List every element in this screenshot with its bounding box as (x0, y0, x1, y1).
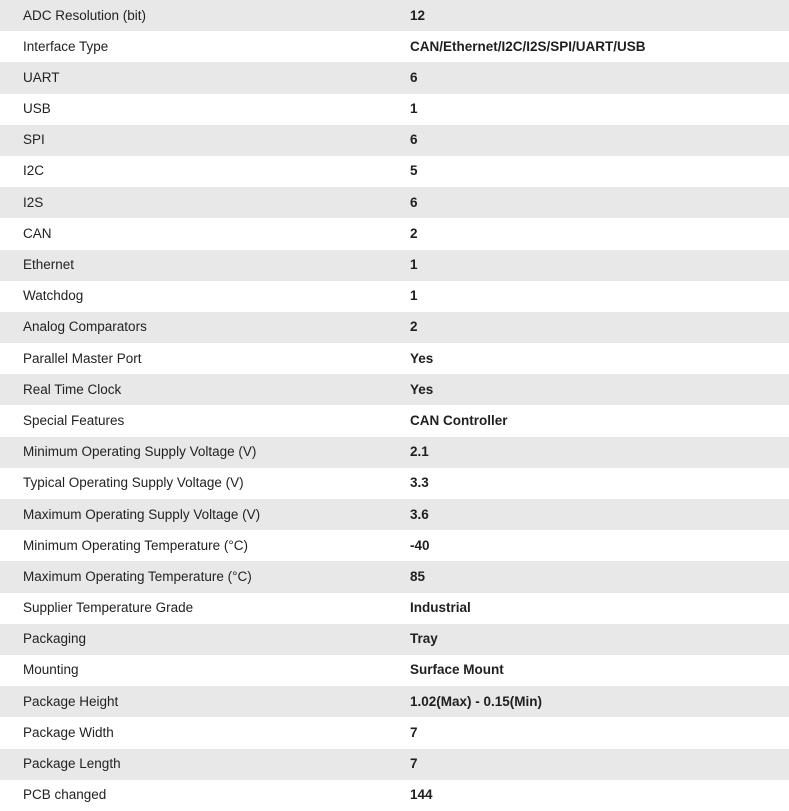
spec-label: Package Length (23, 756, 121, 771)
spec-row (0, 125, 789, 156)
spec-row (0, 218, 789, 249)
spec-row (0, 250, 789, 281)
spec-label: Minimum Operating Supply Voltage (V) (23, 444, 257, 460)
spec-row (0, 437, 789, 468)
spec-row (0, 717, 789, 748)
spec-label: Analog Comparators (23, 319, 147, 335)
spec-label: Minimum Operating Temperature (°C) (23, 537, 248, 553)
spec-label: Supplier Temperature Grade (23, 600, 194, 616)
spec-row (0, 561, 789, 592)
spec-value: 2 (410, 319, 418, 335)
spec-label: PCB changed (23, 787, 107, 803)
spec-row (0, 374, 789, 405)
spec-value: 6 (410, 69, 418, 85)
spec-value: 1 (410, 288, 418, 304)
spec-row (0, 343, 789, 374)
spec-row (0, 62, 789, 93)
spec-row (0, 593, 789, 624)
spec-value: Yes (410, 381, 434, 397)
spec-row (0, 187, 789, 218)
spec-value: Industrial (410, 600, 471, 616)
spec-value: CAN/Ethernet/I2C/I2S/SPI/UART/USB (410, 38, 646, 54)
spec-value: 144 (410, 787, 433, 803)
spec-label: Interface Type (23, 38, 109, 54)
spec-value: 6 (410, 194, 418, 210)
spec-value: 1 (410, 257, 418, 272)
spec-label: USB (23, 101, 51, 117)
spec-value: 6 (410, 132, 418, 148)
spec-label: Package Height (23, 693, 119, 709)
spec-value: 7 (410, 756, 418, 771)
spec-row (0, 312, 789, 343)
spec-value: 1 (410, 101, 418, 117)
spec-value: 2 (410, 225, 418, 241)
spec-row (0, 655, 789, 686)
spec-label: Maximum Operating Temperature (°C) (23, 568, 252, 584)
spec-label: Real Time Clock (23, 381, 122, 397)
spec-value: Surface Mount (410, 662, 504, 678)
spec-value: Tray (410, 631, 438, 647)
spec-label: Ethernet (23, 257, 75, 272)
spec-value: 1.02(Max) - 0.15(Min) (410, 693, 543, 709)
spec-value: 2.1 (410, 444, 429, 460)
spec-row (0, 624, 789, 655)
spec-label: Packaging (23, 631, 87, 647)
spec-row (0, 0, 789, 31)
spec-label: I2S (23, 194, 44, 210)
spec-value: CAN Controller (410, 412, 508, 428)
spec-label: SPI (23, 132, 45, 148)
spec-label: Parallel Master Port (23, 350, 142, 366)
spec-label: I2C (23, 163, 45, 179)
spec-label: Maximum Operating Supply Voltage (V) (23, 506, 261, 522)
spec-value: 12 (410, 7, 426, 23)
spec-value: 7 (410, 724, 418, 740)
spec-label: CAN (23, 225, 52, 241)
spec-row (0, 156, 789, 187)
spec-label: Package Width (23, 724, 114, 740)
spec-row (0, 281, 789, 312)
spec-row (0, 686, 789, 717)
spec-value: 5 (410, 163, 418, 179)
spec-value: 85 (410, 568, 426, 584)
spec-label: Typical Operating Supply Voltage (V) (23, 475, 244, 491)
spec-value: 3.3 (410, 475, 429, 491)
spec-label: ADC Resolution (bit) (23, 7, 147, 23)
spec-row (0, 780, 789, 811)
spec-label: Mounting (23, 662, 79, 678)
spec-label: Special Features (23, 412, 125, 428)
spec-label: UART (23, 69, 60, 85)
spec-row (0, 499, 789, 530)
spec-row (0, 405, 789, 436)
spec-row (0, 468, 789, 499)
spec-row (0, 94, 789, 125)
spec-value: Yes (410, 350, 434, 366)
spec-row (0, 530, 789, 561)
spec-row (0, 749, 789, 780)
spec-value: 3.6 (410, 506, 429, 522)
spec-value: -40 (410, 537, 430, 553)
spec-label: Watchdog (23, 288, 84, 304)
spec-row (0, 31, 789, 62)
